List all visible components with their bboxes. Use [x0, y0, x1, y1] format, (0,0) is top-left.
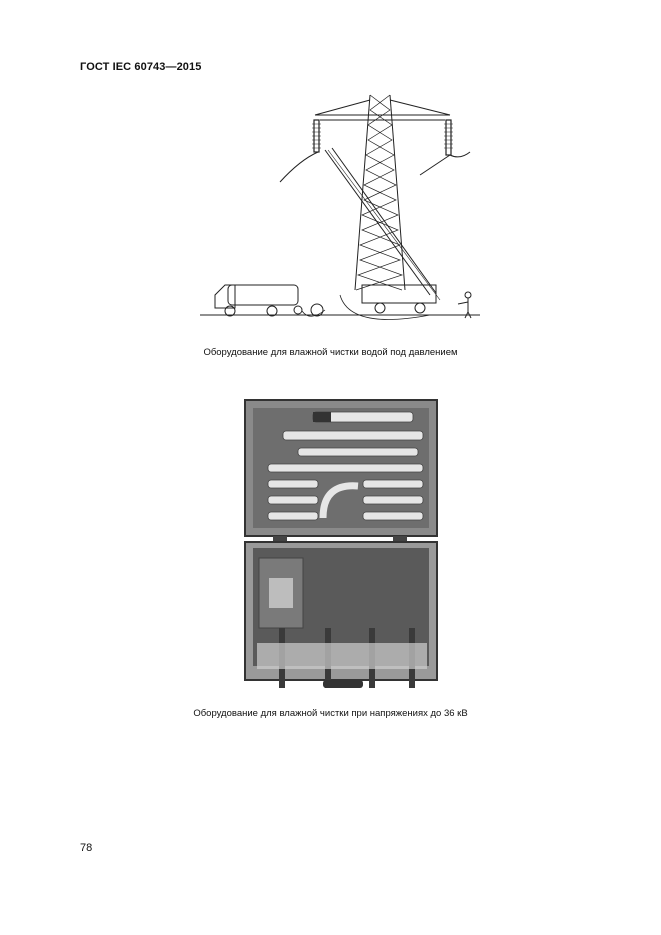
document-header: ГОСТ IEC 60743—2015: [80, 61, 202, 73]
pressure-washing-tower-illustration: [200, 90, 480, 325]
tool-case-photo: [243, 398, 439, 692]
figure-caption-1: Оборудование для влажной чистки водой под давлением: [203, 347, 458, 358]
figure-caption-2: Оборудование для влажной чистки при напряжениях до 36 кВ: [193, 708, 468, 719]
page-number: 78: [80, 842, 93, 854]
